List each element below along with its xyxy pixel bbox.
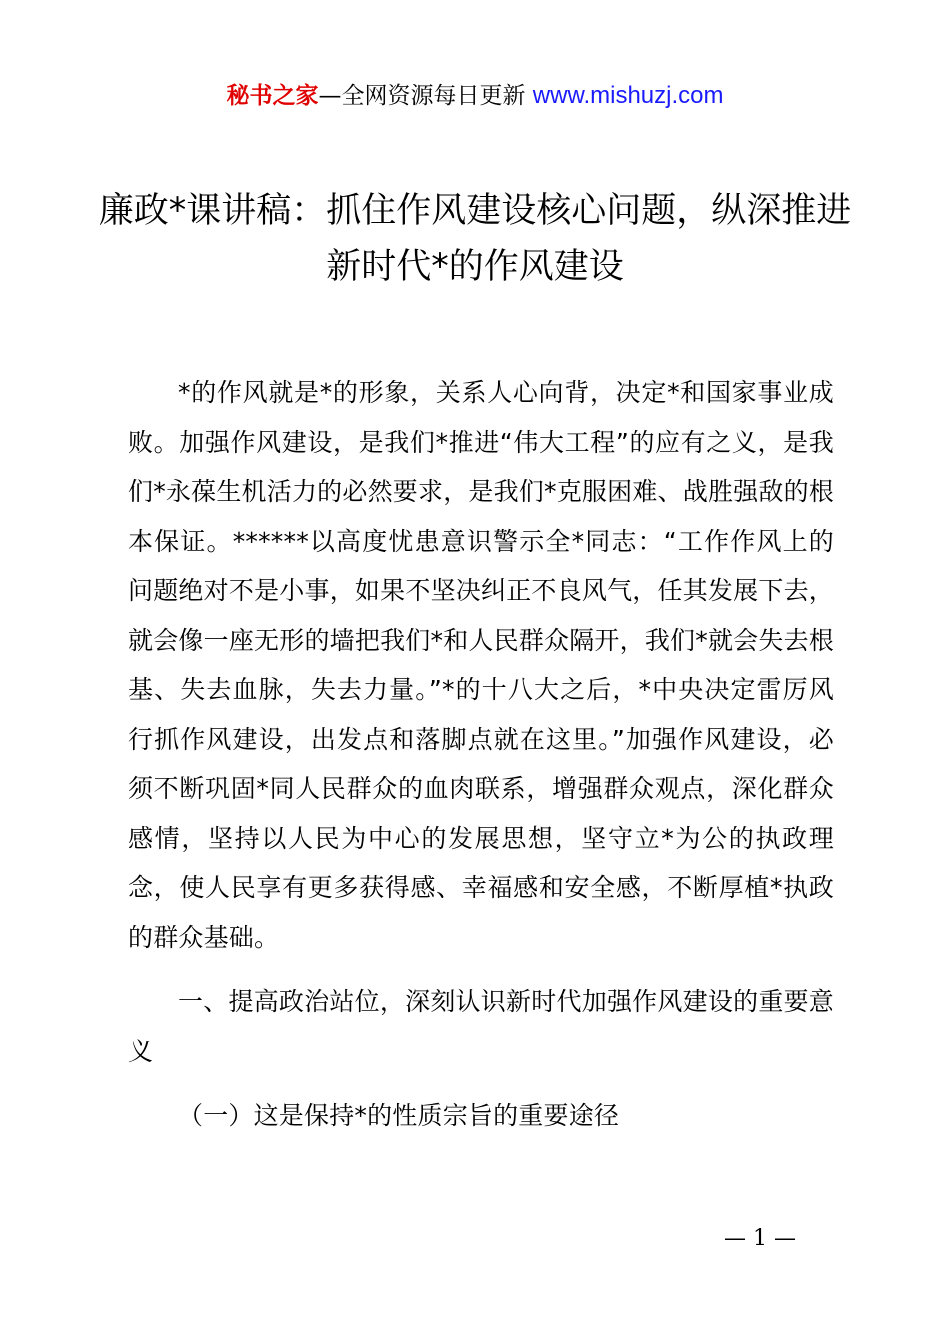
site-slogan: —全网资源每日更新 <box>318 83 533 109</box>
intro-paragraph: *的作风就是*的形象，关系人心向背，决定*和国家事业成败。加强作风建设，是我们*推进“伟大工程”的应有之义，是我们*永葆生机活力的必然要求，是我们*克服困难、战胜强敌的根本保证。******以高度忧患意识警示全*同志：“工作作风上的问题绝对不是小事，如果不坚决纠正不良风气，任其发展下去，就会像一座无形的墙把我们*和人民群众隔开，我们*就会失去根基、失去血脉，失去力量。”*的十八大之后，*中央决定雷厉风行抓作风建设，出发点和落脚点就在这里。”加强作风建设，必须不断巩固*同人民群众的血肉联系，增强群众观点，深化群众感情，坚持以人民为中心的发展思想，坚守立*为公的执政理念，使人民享有更多获得感、幸福感和安全感，不断厚植*执政的群众基础。 <box>128 378 834 952</box>
page-number: — 1 — <box>724 1226 796 1251</box>
document-body <box>128 368 834 1141</box>
section-heading: 一、提高政治站位，深刻认识新时代加强作风建设的重要意义 <box>128 987 834 1066</box>
site-header <box>0 80 950 112</box>
site-url-link[interactable]: www.mishuzj.com <box>532 82 724 109</box>
site-brand: 秘书之家 <box>226 83 319 109</box>
document-title: 廉政*课讲稿：抓住作风建设核心问题，纵深推进新时代*的作风建设 <box>98 191 852 287</box>
subsection-heading: （一）这是保持*的性质宗旨的重要途径 <box>178 1101 620 1130</box>
